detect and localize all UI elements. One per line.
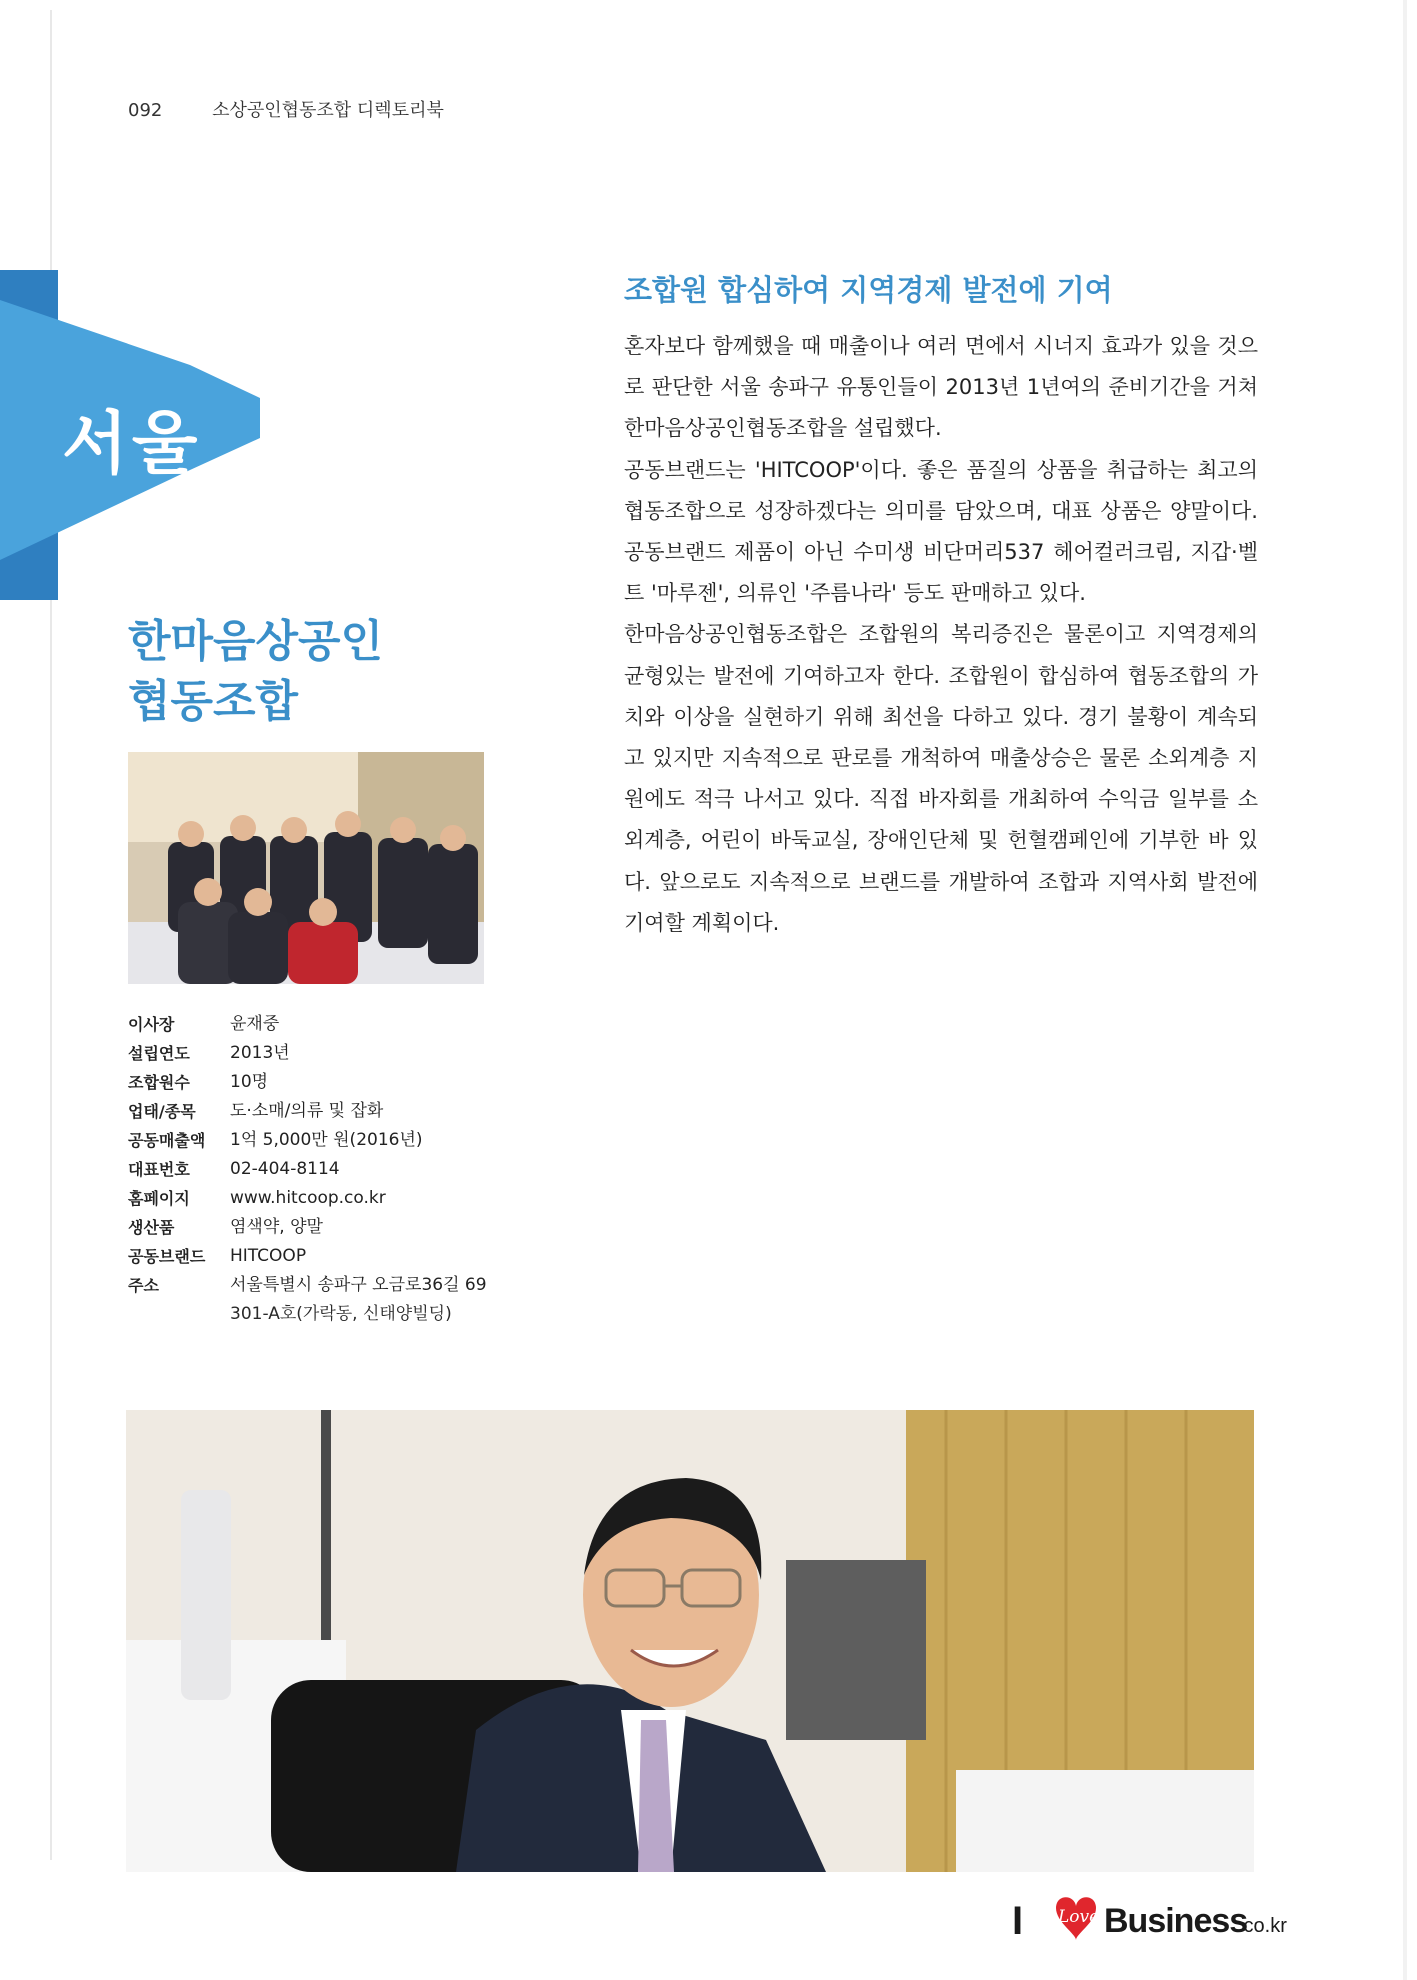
info-value: 10명	[230, 1072, 269, 1092]
coop-name-line2: 협동조합	[128, 676, 299, 727]
info-row-products	[128, 1213, 487, 1242]
article-heading: 조합원 합심하여 지역경제 발전에 기여	[624, 273, 1113, 307]
brand-logo	[1012, 1886, 1292, 1946]
info-label: 주소	[128, 1276, 159, 1295]
page-header	[128, 96, 444, 122]
group-photo	[128, 752, 484, 984]
portrait-photo-image	[126, 1410, 1254, 1872]
article-body	[624, 326, 1258, 944]
info-value: 02-404-8114	[230, 1159, 340, 1179]
info-label: 업태/종목	[128, 1102, 196, 1121]
logo-prefix: I	[1012, 1899, 1024, 1943]
info-value: 서울특별시 송파구 오금로36길 69	[230, 1275, 487, 1295]
logo-domain: .co.kr	[1238, 1915, 1287, 1937]
info-label: 조합원수	[128, 1073, 190, 1092]
logo-love: Love	[1058, 1907, 1100, 1927]
info-label: 공동브랜드	[128, 1247, 206, 1266]
i-love-business-logo	[1012, 1886, 1292, 1946]
info-value: 1억 5,000만 원(2016년)	[230, 1130, 423, 1150]
region-name: 서울	[62, 405, 202, 484]
page-number: 092	[128, 100, 163, 121]
info-row-revenue	[128, 1126, 487, 1155]
address-line2: 301-A호(가락동, 신태양빌딩)	[230, 1304, 452, 1324]
info-label: 이사장	[128, 1015, 175, 1034]
info-value: 도·소매/의류 및 잡화	[230, 1101, 384, 1121]
portrait-photo	[126, 1410, 1254, 1872]
coop-name	[128, 612, 383, 732]
info-row-address	[128, 1271, 487, 1300]
article-paragraph: 공동브랜드는 'HITCOOP'이다. 좋은 품질의 상품을 취급하는 최고의 협동조합으로 성장하겠다는 의미를 담았으며, 대표 상품은 양말이다. 공동브랜드 제품이 아닌 수미생 비단머리537 헤어컬러크림, 지갑·벨트 '마루젠', 의류인 '주름나라' 등도 판매하고 있다.	[624, 457, 1258, 606]
coop-name-line1: 한마음상공인	[128, 616, 384, 667]
info-table	[128, 1010, 487, 1329]
info-row-chairman	[128, 1010, 487, 1039]
info-row-brand	[128, 1242, 487, 1271]
article-paragraph: 한마음상공인협동조합은 조합원의 복리증진은 물론이고 지역경제의 균형있는 발전에 기여하고자 한다. 조합원이 합심하여 협동조합의 가치와 이상을 실현하기 위해 최선을 다하고 있다. 경기 불황이 계속되고 있지만 지속적으로 판로를 개척하여 매출상승은 물론 소외계층 지원에도 적극 나서고 있다. 직접 바자회를 개최하여 수익금 일부를 소외계층, 어린이 바둑교실, 장애인단체 및 헌혈캠페인에 기부한 바 있다. 앞으로도 지속적으로 브랜드를 개발하여 조합과 지역사회 발전에 기여할 계획이다.	[624, 622, 1258, 935]
info-label: 공동매출액	[128, 1131, 206, 1150]
info-row-business-type	[128, 1097, 487, 1126]
info-value: 염색약, 양말	[230, 1217, 323, 1237]
info-label: 홈페이지	[128, 1189, 190, 1208]
article-paragraph: 혼자보다 함께했을 때 매출이나 여러 면에서 시너지 효과가 있을 것으로 판단한 서울 송파구 유통인들이 2013년 1년여의 준비기간을 거쳐 한마음상공인협동조합을 설립했다.	[624, 334, 1258, 441]
info-value: 윤재중	[230, 1014, 280, 1034]
book-title: 소상공인협동조합 디렉토리북	[212, 100, 444, 121]
info-value: HITCOOP	[230, 1246, 307, 1266]
info-row-phone	[128, 1155, 487, 1184]
page-edge-right	[1403, 0, 1407, 1980]
group-photo-image	[128, 752, 484, 984]
info-value: 2013년	[230, 1043, 290, 1063]
info-row-homepage	[128, 1184, 487, 1213]
info-label: 생산품	[128, 1218, 175, 1237]
info-label: 대표번호	[128, 1160, 190, 1179]
info-value: www.hitcoop.co.kr	[230, 1188, 386, 1208]
info-label: 설립연도	[128, 1044, 190, 1063]
logo-business: Business	[1104, 1902, 1248, 1940]
info-row-founded	[128, 1039, 487, 1068]
info-row-members	[128, 1068, 487, 1097]
